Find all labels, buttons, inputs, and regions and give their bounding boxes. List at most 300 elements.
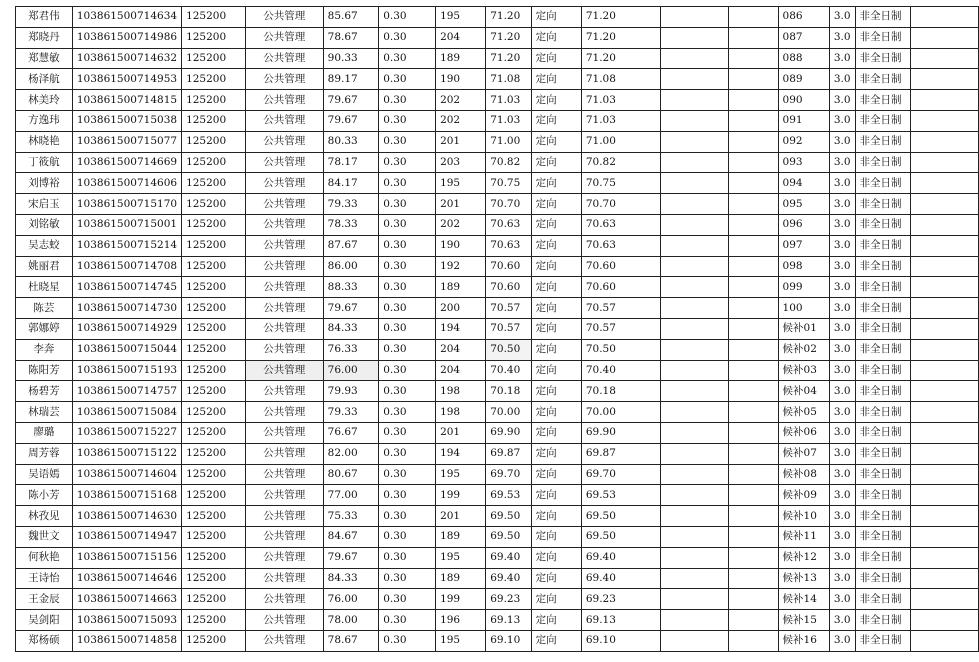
cell-note <box>661 360 729 381</box>
cell-candidate-id: 103861500714604 <box>72 464 181 485</box>
cell-major-code: 125200 <box>182 610 246 631</box>
cell-major: 公共管理 <box>245 27 323 48</box>
cell-admission-type: 定向 <box>531 402 581 423</box>
cell-total-score: 70.50 <box>486 339 531 360</box>
cell-years: 3.0 <box>829 173 855 194</box>
cell-retest-score: 80.33 <box>323 131 379 152</box>
cell-years: 3.0 <box>829 194 855 215</box>
cell-name: 陈小芳 <box>16 485 73 506</box>
cell-total-score: 70.00 <box>486 402 531 423</box>
cell-final-score: 69.13 <box>581 610 660 631</box>
cell-major-code: 125200 <box>182 69 246 90</box>
cell-total-score: 69.40 <box>486 547 531 568</box>
cell-name: 林瑞芸 <box>16 402 73 423</box>
cell-name: 杨泽航 <box>16 69 73 90</box>
cell-major-code: 125200 <box>182 464 246 485</box>
cell-rank: 099 <box>778 277 829 298</box>
cell-study-mode: 非全日制 <box>855 194 911 215</box>
cell-admission-type: 定向 <box>531 194 581 215</box>
cell-blank <box>729 27 778 48</box>
cell-rank: 候补06 <box>778 422 829 443</box>
table-row <box>16 485 979 506</box>
cell-total-score: 69.70 <box>486 464 531 485</box>
cell-admission-type: 定向 <box>531 110 581 131</box>
cell-candidate-id: 103861500714929 <box>72 318 181 339</box>
cell-admission-type: 定向 <box>531 339 581 360</box>
cell-major-code: 125200 <box>182 339 246 360</box>
cell-major-code: 125200 <box>182 110 246 131</box>
cell-initial-score: 195 <box>436 547 486 568</box>
cell-note <box>661 90 729 111</box>
cell-rank: 086 <box>778 7 829 28</box>
cell-blank <box>911 422 979 443</box>
cell-major: 公共管理 <box>245 589 323 610</box>
cell-years: 3.0 <box>829 256 855 277</box>
cell-blank <box>729 214 778 235</box>
cell-final-score: 69.50 <box>581 506 660 527</box>
cell-total-score: 70.63 <box>486 214 531 235</box>
cell-retest-score: 90.33 <box>323 48 379 69</box>
cell-weight: 0.30 <box>379 630 436 651</box>
table-row <box>16 69 979 90</box>
cell-retest-score: 75.33 <box>323 506 379 527</box>
cell-major-code: 125200 <box>182 173 246 194</box>
cell-name: 郭娜婷 <box>16 318 73 339</box>
cell-note <box>661 547 729 568</box>
cell-weight: 0.30 <box>379 256 436 277</box>
cell-major-code: 125200 <box>182 90 246 111</box>
cell-blank <box>911 630 979 651</box>
cell-retest-score: 78.67 <box>323 27 379 48</box>
cell-name: 刘铭敏 <box>16 214 73 235</box>
cell-years: 3.0 <box>829 506 855 527</box>
cell-total-score: 71.00 <box>486 131 531 152</box>
cell-study-mode: 非全日制 <box>855 630 911 651</box>
cell-total-score: 69.90 <box>486 422 531 443</box>
cell-blank <box>729 131 778 152</box>
table-row <box>16 568 979 589</box>
cell-candidate-id: 103861500714669 <box>72 152 181 173</box>
cell-note <box>661 173 729 194</box>
cell-candidate-id: 103861500714632 <box>72 48 181 69</box>
cell-initial-score: 204 <box>436 27 486 48</box>
cell-note <box>661 610 729 631</box>
cell-total-score: 70.57 <box>486 298 531 319</box>
cell-major: 公共管理 <box>245 402 323 423</box>
cell-weight: 0.30 <box>379 318 436 339</box>
cell-name: 何秋艳 <box>16 547 73 568</box>
cell-major: 公共管理 <box>245 360 323 381</box>
cell-weight: 0.30 <box>379 48 436 69</box>
cell-total-score: 70.63 <box>486 235 531 256</box>
cell-initial-score: 198 <box>436 402 486 423</box>
cell-major: 公共管理 <box>245 381 323 402</box>
cell-major: 公共管理 <box>245 277 323 298</box>
cell-total-score: 71.20 <box>486 48 531 69</box>
cell-candidate-id: 103861500715156 <box>72 547 181 568</box>
cell-final-score: 69.40 <box>581 547 660 568</box>
cell-major-code: 125200 <box>182 360 246 381</box>
cell-years: 3.0 <box>829 339 855 360</box>
cell-name: 方逸玮 <box>16 110 73 131</box>
cell-name: 刘博裕 <box>16 173 73 194</box>
cell-final-score: 70.75 <box>581 173 660 194</box>
table-row <box>16 152 979 173</box>
cell-years: 3.0 <box>829 110 855 131</box>
cell-name: 姚丽君 <box>16 256 73 277</box>
cell-retest-score: 89.17 <box>323 69 379 90</box>
cell-name: 林孜见 <box>16 506 73 527</box>
table-row <box>16 360 979 381</box>
cell-final-score: 69.23 <box>581 589 660 610</box>
cell-weight: 0.30 <box>379 485 436 506</box>
cell-total-score: 71.20 <box>486 27 531 48</box>
cell-major-code: 125200 <box>182 194 246 215</box>
table-row <box>16 235 979 256</box>
cell-initial-score: 190 <box>436 69 486 90</box>
cell-blank <box>729 485 778 506</box>
cell-weight: 0.30 <box>379 589 436 610</box>
cell-note <box>661 464 729 485</box>
cell-initial-score: 195 <box>436 630 486 651</box>
cell-study-mode: 非全日制 <box>855 589 911 610</box>
cell-blank <box>911 360 979 381</box>
cell-candidate-id: 103861500715038 <box>72 110 181 131</box>
table-row <box>16 214 979 235</box>
cell-note <box>661 194 729 215</box>
cell-blank <box>911 506 979 527</box>
cell-major: 公共管理 <box>245 298 323 319</box>
cell-name: 魏世文 <box>16 526 73 547</box>
table-row <box>16 402 979 423</box>
cell-total-score: 69.10 <box>486 630 531 651</box>
cell-years: 3.0 <box>829 422 855 443</box>
cell-major: 公共管理 <box>245 152 323 173</box>
cell-note <box>661 298 729 319</box>
cell-years: 3.0 <box>829 568 855 589</box>
table-row <box>16 443 979 464</box>
cell-major: 公共管理 <box>245 90 323 111</box>
cell-blank <box>911 173 979 194</box>
cell-total-score: 70.60 <box>486 277 531 298</box>
cell-major-code: 125200 <box>182 256 246 277</box>
cell-weight: 0.30 <box>379 7 436 28</box>
cell-rank: 候补03 <box>778 360 829 381</box>
cell-major-code: 125200 <box>182 298 246 319</box>
cell-blank <box>911 526 979 547</box>
cell-blank <box>729 526 778 547</box>
table-row <box>16 277 979 298</box>
cell-weight: 0.30 <box>379 610 436 631</box>
cell-major: 公共管理 <box>245 339 323 360</box>
cell-blank <box>729 298 778 319</box>
cell-years: 3.0 <box>829 7 855 28</box>
cell-rank: 候补05 <box>778 402 829 423</box>
cell-blank <box>729 339 778 360</box>
cell-candidate-id: 103861500714663 <box>72 589 181 610</box>
cell-blank <box>729 318 778 339</box>
cell-blank <box>911 131 979 152</box>
cell-total-score: 69.50 <box>486 526 531 547</box>
table-row <box>16 526 979 547</box>
cell-admission-type: 定向 <box>531 318 581 339</box>
cell-note <box>661 339 729 360</box>
cell-study-mode: 非全日制 <box>855 360 911 381</box>
cell-blank <box>911 443 979 464</box>
table-row <box>16 110 979 131</box>
cell-blank <box>729 277 778 298</box>
cell-note <box>661 131 729 152</box>
cell-note <box>661 152 729 173</box>
cell-major-code: 125200 <box>182 422 246 443</box>
cell-study-mode: 非全日制 <box>855 152 911 173</box>
cell-blank <box>911 298 979 319</box>
cell-study-mode: 非全日制 <box>855 339 911 360</box>
cell-name: 周芳蓉 <box>16 443 73 464</box>
cell-major-code: 125200 <box>182 506 246 527</box>
cell-blank <box>911 318 979 339</box>
cell-blank <box>729 152 778 173</box>
cell-candidate-id: 103861500715001 <box>72 214 181 235</box>
cell-blank <box>729 402 778 423</box>
cell-retest-score: 76.00 <box>323 360 379 381</box>
cell-major-code: 125200 <box>182 381 246 402</box>
cell-initial-score: 201 <box>436 506 486 527</box>
cell-candidate-id: 103861500714606 <box>72 173 181 194</box>
cell-final-score: 70.00 <box>581 402 660 423</box>
cell-major-code: 125200 <box>182 7 246 28</box>
cell-rank: 091 <box>778 110 829 131</box>
cell-blank <box>911 568 979 589</box>
cell-name: 陈阳芳 <box>16 360 73 381</box>
cell-blank <box>729 568 778 589</box>
cell-retest-score: 84.67 <box>323 526 379 547</box>
cell-major: 公共管理 <box>245 443 323 464</box>
cell-admission-type: 定向 <box>531 610 581 631</box>
cell-admission-type: 定向 <box>531 589 581 610</box>
table-row <box>16 318 979 339</box>
cell-note <box>661 381 729 402</box>
cell-weight: 0.30 <box>379 526 436 547</box>
cell-note <box>661 214 729 235</box>
cell-total-score: 71.03 <box>486 90 531 111</box>
cell-candidate-id: 103861500715044 <box>72 339 181 360</box>
cell-total-score: 70.57 <box>486 318 531 339</box>
table-row <box>16 298 979 319</box>
cell-retest-score: 76.67 <box>323 422 379 443</box>
table-row <box>16 48 979 69</box>
cell-initial-score: 202 <box>436 110 486 131</box>
cell-major: 公共管理 <box>245 547 323 568</box>
cell-major: 公共管理 <box>245 69 323 90</box>
cell-initial-score: 195 <box>436 173 486 194</box>
cell-candidate-id: 103861500714730 <box>72 298 181 319</box>
cell-retest-score: 87.67 <box>323 235 379 256</box>
cell-retest-score: 79.67 <box>323 547 379 568</box>
cell-final-score: 71.00 <box>581 131 660 152</box>
table-row <box>16 194 979 215</box>
cell-rank: 087 <box>778 27 829 48</box>
cell-study-mode: 非全日制 <box>855 506 911 527</box>
cell-admission-type: 定向 <box>531 568 581 589</box>
cell-name: 李奔 <box>16 339 73 360</box>
table-row <box>16 464 979 485</box>
cell-final-score: 71.20 <box>581 7 660 28</box>
cell-name: 林晓艳 <box>16 131 73 152</box>
cell-weight: 0.30 <box>379 194 436 215</box>
cell-name: 林美玲 <box>16 90 73 111</box>
cell-weight: 0.30 <box>379 443 436 464</box>
cell-final-score: 71.20 <box>581 48 660 69</box>
cell-admission-type: 定向 <box>531 152 581 173</box>
cell-major-code: 125200 <box>182 402 246 423</box>
cell-retest-score: 85.67 <box>323 7 379 28</box>
cell-major-code: 125200 <box>182 152 246 173</box>
cell-note <box>661 256 729 277</box>
cell-admission-type: 定向 <box>531 547 581 568</box>
cell-rank: 089 <box>778 69 829 90</box>
cell-weight: 0.30 <box>379 422 436 443</box>
cell-years: 3.0 <box>829 48 855 69</box>
cell-study-mode: 非全日制 <box>855 547 911 568</box>
table-row <box>16 610 979 631</box>
cell-retest-score: 78.33 <box>323 214 379 235</box>
cell-major: 公共管理 <box>245 235 323 256</box>
cell-years: 3.0 <box>829 547 855 568</box>
cell-weight: 0.30 <box>379 131 436 152</box>
table-row <box>16 7 979 28</box>
cell-note <box>661 277 729 298</box>
cell-name: 郑晓丹 <box>16 27 73 48</box>
cell-blank <box>729 235 778 256</box>
table-row <box>16 90 979 111</box>
cell-blank <box>729 547 778 568</box>
cell-major: 公共管理 <box>245 422 323 443</box>
cell-major: 公共管理 <box>245 630 323 651</box>
cell-candidate-id: 103861500714634 <box>72 7 181 28</box>
cell-study-mode: 非全日制 <box>855 402 911 423</box>
cell-total-score: 70.40 <box>486 360 531 381</box>
cell-study-mode: 非全日制 <box>855 298 911 319</box>
cell-final-score: 71.03 <box>581 90 660 111</box>
cell-total-score: 70.70 <box>486 194 531 215</box>
cell-study-mode: 非全日制 <box>855 256 911 277</box>
cell-candidate-id: 103861500715122 <box>72 443 181 464</box>
cell-note <box>661 402 729 423</box>
cell-initial-score: 204 <box>436 339 486 360</box>
cell-admission-type: 定向 <box>531 7 581 28</box>
cell-total-score: 69.40 <box>486 568 531 589</box>
cell-years: 3.0 <box>829 235 855 256</box>
cell-admission-type: 定向 <box>531 526 581 547</box>
cell-name: 王诗怡 <box>16 568 73 589</box>
cell-total-score: 70.75 <box>486 173 531 194</box>
cell-retest-score: 84.17 <box>323 173 379 194</box>
cell-rank: 候补08 <box>778 464 829 485</box>
cell-blank <box>729 422 778 443</box>
cell-name: 杜晓星 <box>16 277 73 298</box>
cell-retest-score: 79.67 <box>323 298 379 319</box>
cell-rank: 098 <box>778 256 829 277</box>
cell-major: 公共管理 <box>245 464 323 485</box>
cell-study-mode: 非全日制 <box>855 381 911 402</box>
cell-rank: 候补07 <box>778 443 829 464</box>
cell-initial-score: 196 <box>436 610 486 631</box>
cell-initial-score: 201 <box>436 194 486 215</box>
cell-note <box>661 69 729 90</box>
cell-major-code: 125200 <box>182 443 246 464</box>
cell-study-mode: 非全日制 <box>855 610 911 631</box>
cell-candidate-id: 103861500714947 <box>72 526 181 547</box>
cell-note <box>661 318 729 339</box>
cell-retest-score: 78.00 <box>323 610 379 631</box>
cell-major-code: 125200 <box>182 589 246 610</box>
cell-candidate-id: 103861500715193 <box>72 360 181 381</box>
cell-major-code: 125200 <box>182 630 246 651</box>
cell-study-mode: 非全日制 <box>855 485 911 506</box>
table-row <box>16 173 979 194</box>
cell-admission-type: 定向 <box>531 298 581 319</box>
cell-name: 郑慧敏 <box>16 48 73 69</box>
cell-weight: 0.30 <box>379 90 436 111</box>
cell-weight: 0.30 <box>379 339 436 360</box>
cell-years: 3.0 <box>829 298 855 319</box>
cell-rank: 088 <box>778 48 829 69</box>
cell-blank <box>911 27 979 48</box>
cell-years: 3.0 <box>829 381 855 402</box>
cell-blank <box>729 589 778 610</box>
cell-candidate-id: 103861500715084 <box>72 402 181 423</box>
cell-name: 吴语嫣 <box>16 464 73 485</box>
cell-retest-score: 79.67 <box>323 110 379 131</box>
cell-major-code: 125200 <box>182 277 246 298</box>
cell-final-score: 69.87 <box>581 443 660 464</box>
cell-total-score: 69.53 <box>486 485 531 506</box>
cell-blank <box>911 110 979 131</box>
cell-rank: 096 <box>778 214 829 235</box>
cell-final-score: 70.70 <box>581 194 660 215</box>
cell-note <box>661 630 729 651</box>
cell-rank: 候补04 <box>778 381 829 402</box>
cell-major: 公共管理 <box>245 110 323 131</box>
cell-final-score: 69.50 <box>581 526 660 547</box>
cell-candidate-id: 103861500715168 <box>72 485 181 506</box>
cell-major-code: 125200 <box>182 526 246 547</box>
cell-blank <box>911 256 979 277</box>
cell-blank <box>911 589 979 610</box>
cell-retest-score: 79.67 <box>323 90 379 111</box>
cell-study-mode: 非全日制 <box>855 131 911 152</box>
cell-total-score: 71.08 <box>486 69 531 90</box>
cell-rank: 095 <box>778 194 829 215</box>
cell-total-score: 70.82 <box>486 152 531 173</box>
cell-blank <box>729 443 778 464</box>
cell-major-code: 125200 <box>182 131 246 152</box>
cell-admission-type: 定向 <box>531 422 581 443</box>
cell-rank: 候补16 <box>778 630 829 651</box>
cell-blank <box>911 7 979 28</box>
cell-blank <box>729 69 778 90</box>
cell-rank: 候补10 <box>778 506 829 527</box>
cell-blank <box>911 214 979 235</box>
cell-admission-type: 定向 <box>531 485 581 506</box>
cell-candidate-id: 103861500714708 <box>72 256 181 277</box>
cell-final-score: 69.53 <box>581 485 660 506</box>
cell-blank <box>729 506 778 527</box>
cell-retest-score: 77.00 <box>323 485 379 506</box>
cell-blank <box>729 360 778 381</box>
cell-retest-score: 80.67 <box>323 464 379 485</box>
